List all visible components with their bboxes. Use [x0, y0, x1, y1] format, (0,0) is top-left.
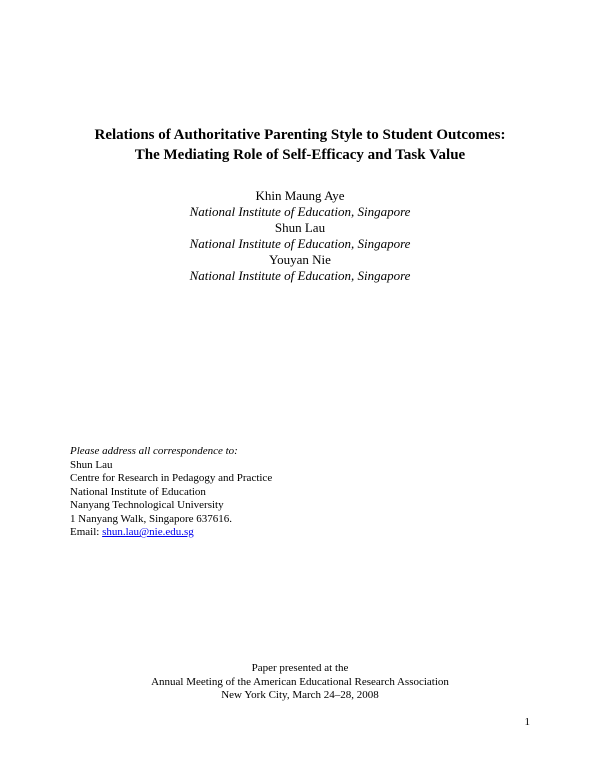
correspondence-email-row [70, 526, 470, 540]
presented-line-3: New York City, March 24–28, 2008 [221, 689, 379, 701]
title-line-1: Relations of Authoritative Parenting Style to Student Outcomes: [94, 127, 506, 143]
correspondence-address: 1 Nanyang Walk, Singapore 637616. [70, 512, 233, 525]
author-affiliation: National Institute of Education, Singapore [189, 204, 411, 219]
author-name: Youyan Nie [269, 252, 331, 267]
author-name: Shun Lau [274, 220, 326, 235]
presentation-note [0, 662, 600, 703]
correspondence-block [70, 445, 470, 540]
title-line-2: The Mediating Role of Self-Efficacy and Task Value [134, 147, 466, 163]
author-affiliation: National Institute of Education, Singapore [189, 236, 411, 251]
presented-line-1: Paper presented at the [251, 662, 349, 674]
email-label: Email: [70, 526, 103, 538]
correspondence-university: Nanyang Technological University [70, 499, 224, 511]
correspondence-name: Shun Lau [70, 458, 113, 471]
author-affiliation: National Institute of Education, Singapore [189, 268, 411, 283]
correspondence-institute: National Institute of Education [70, 485, 206, 498]
email-link[interactable]: shun.lau@nie.edu.sg [102, 526, 194, 538]
page-number: 1 [524, 716, 530, 728]
correspondence-intro: Please address all correspondence to: [70, 445, 238, 457]
author-list [0, 188, 600, 284]
author-name: Khin Maung Aye [255, 188, 345, 203]
correspondence-dept: Centre for Research in Pedagogy and Practice [70, 472, 273, 484]
paper-title [0, 125, 600, 165]
presented-line-2: Annual Meeting of the American Educational Research Association [151, 675, 449, 688]
